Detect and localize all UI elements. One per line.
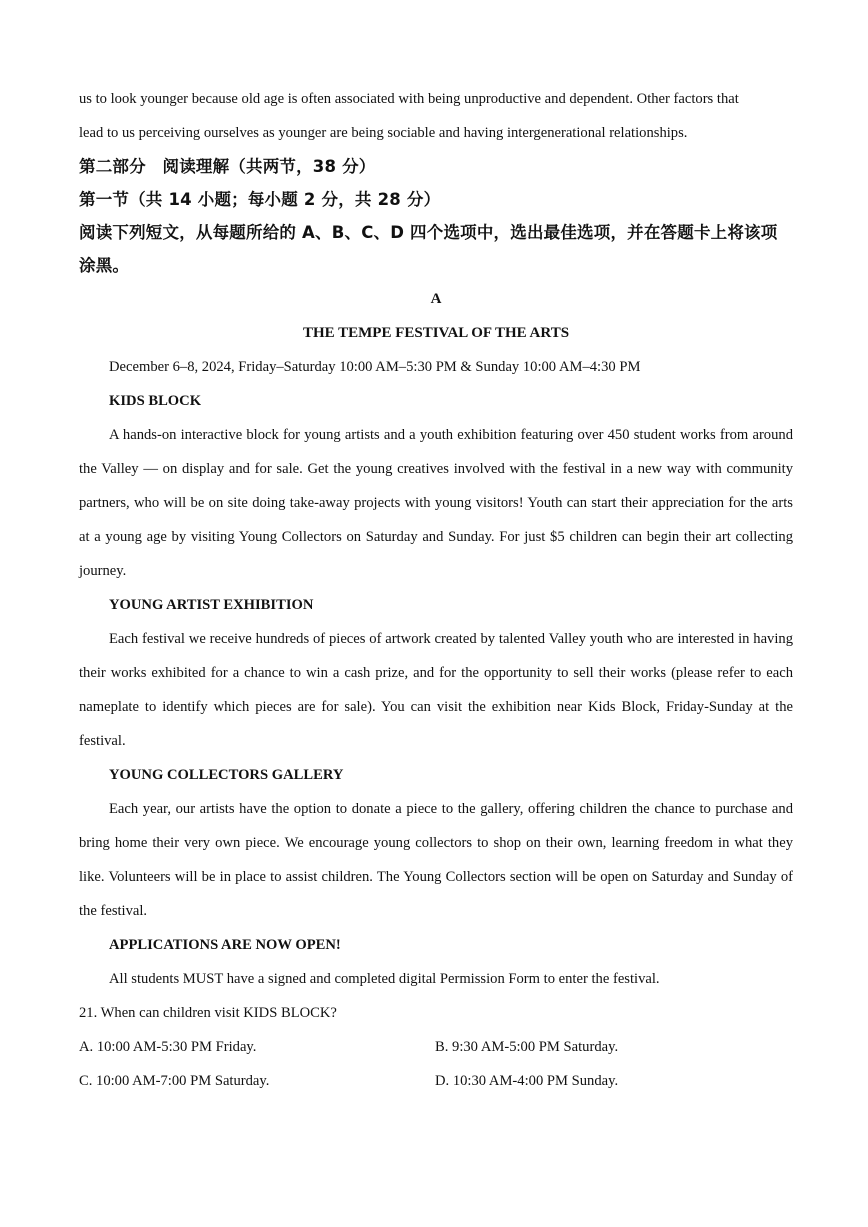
kids-block-text: A hands-on interactive block for young artists and a youth exhibition featuring over 450 student works from around the Valley — on display and for sale. Get the young creatives involved with the festival in a new way with community partners, who will be on site doing take-away projects with young visitors! Youth can start their appreciation for the arts at a young age by visiting Young Collectors on Saturday and Sunday. For just $5 children can begin their art collecting journey. [79, 427, 793, 579]
intro-line-2: lead to us perceiving ourselves as younger are being sociable and having intergenerational relationships. [79, 125, 688, 141]
option-b: B. 9:30 AM-5:00 PM Saturday. [435, 1039, 619, 1055]
subsection-heading: 第一节（共 14 小题；每小题 2 分，共 28 分） [79, 190, 441, 209]
document-page [79, 82, 793, 1098]
passage-letter: A [430, 291, 442, 307]
young-collectors-heading: YOUNG COLLECTORS GALLERY [109, 767, 344, 783]
option-c: C. 10:00 AM-7:00 PM Saturday. [79, 1073, 270, 1089]
young-artist-text: Each festival we receive hundreds of pieces of artwork created by talented Valley youth who are interested in having their works exhibited for a chance to win a cash prize, and for the opportunity to sell their works (please refer to each nameplate to identify which pieces are for sale). You can visit the exhibition near Kids Block, Friday-Sunday at the festival. [79, 631, 793, 749]
intro-line-1: us to look younger because old age is often associated with being unproductive and dependent. Other factors that [79, 91, 739, 107]
kids-block-heading: KIDS BLOCK [109, 393, 202, 409]
passage-title: THE TEMPE FESTIVAL OF THE ARTS [302, 325, 570, 341]
option-d: D. 10:30 AM-4:00 PM Sunday. [435, 1073, 619, 1089]
part-heading: 第二部分 阅读理解（共两节，38 分） [79, 157, 376, 176]
applications-text: All students MUST have a signed and completed digital Permission Form to enter the festival. [109, 971, 660, 987]
festival-dates: December 6–8, 2024, Friday–Saturday 10:00 AM–5:30 PM & Sunday 10:00 AM–4:30 PM [109, 359, 641, 375]
question-stem: 21. When can children visit KIDS BLOCK? [79, 1005, 337, 1021]
young-artist-heading: YOUNG ARTIST EXHIBITION [109, 597, 314, 613]
answer-options [79, 1030, 793, 1098]
instruction-text: 阅读下列短文，从每题所给的 A、B、C、D 四个选项中，选出最佳选项，并在答题卡上将该项涂黑。 [79, 223, 778, 275]
option-a: A. 10:00 AM-5:30 PM Friday. [79, 1039, 257, 1055]
young-collectors-text: Each year, our artists have the option to donate a piece to the gallery, offering children the chance to purchase and bring home their very own piece. We encourage young collectors to shop on their own, learning freedom in what they like. Volunteers will be in place to assist children. The Young Collectors section will be open on Saturday and Sunday of the festival. [79, 801, 793, 919]
applications-heading: APPLICATIONS ARE NOW OPEN! [109, 937, 341, 953]
